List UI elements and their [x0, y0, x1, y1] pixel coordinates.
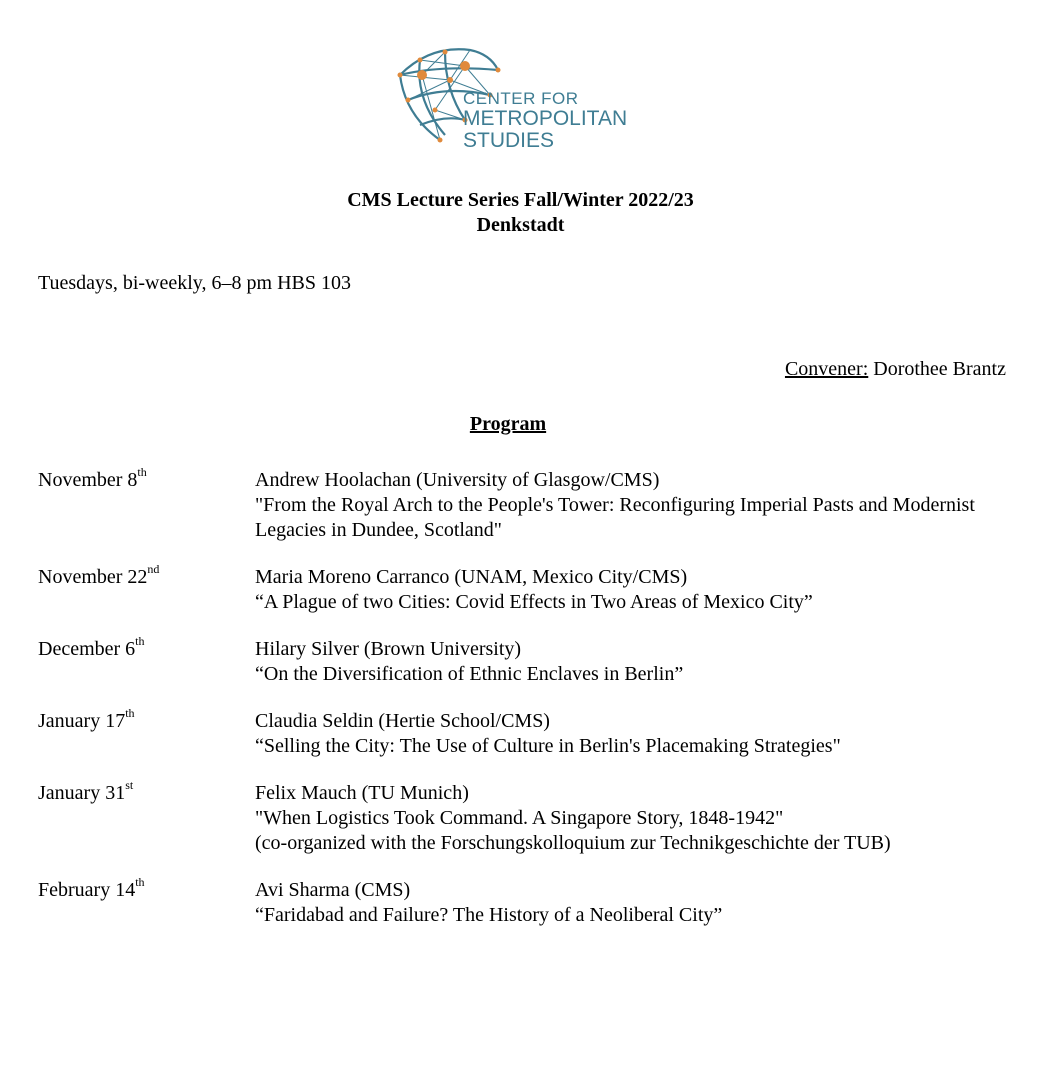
- document-title: [0, 188, 1041, 238]
- event-date: November 8th: [38, 465, 147, 491]
- event-date: January 31st: [38, 778, 134, 804]
- event-title: “A Plague of two Cities: Covid Effects in Two Areas of Mexico City”: [255, 591, 813, 613]
- event-speaker: Andrew Hoolachan (University of Glasgow/CMS): [255, 469, 660, 491]
- event-item: [38, 778, 998, 856]
- event-speaker: Felix Mauch (TU Munich): [255, 782, 469, 804]
- program-heading: Program: [469, 413, 547, 435]
- convener-label: Convener:: [784, 358, 869, 380]
- event-item: [38, 706, 998, 759]
- convener-line: [785, 358, 1006, 381]
- event-title: "When Logistics Took Command. A Singapore Story, 1848-1942": [255, 807, 784, 829]
- convener-name: Dorothee Brantz: [868, 358, 1006, 380]
- event-date: January 17th: [38, 706, 135, 732]
- event-date: February 14th: [38, 875, 145, 901]
- event-details: [255, 709, 998, 759]
- event-item: [38, 465, 998, 543]
- event-speaker: Hilary Silver (Brown University): [255, 638, 522, 660]
- event-note: (co-organized with the Forschungskolloquium zur Technikgeschichte der TUB): [255, 832, 891, 854]
- cms-logo: [390, 40, 630, 165]
- event-title: "From the Royal Arch to the People's Tower: Reconfiguring Imperial Pasts and Modernist Legacies in Dundee, Scotland": [255, 494, 975, 541]
- title-line-series: CMS Lecture Series Fall/Winter 2022/23: [347, 189, 694, 211]
- logo-line-metropolitan: METROPOLITAN: [463, 107, 628, 130]
- event-item: [38, 634, 998, 687]
- event-speaker: Claudia Seldin (Hertie School/CMS): [255, 710, 550, 732]
- event-date: November 22nd: [38, 562, 160, 588]
- event-title: “On the Diversification of Ethnic Enclaves in Berlin”: [255, 663, 684, 685]
- event-title: “Faridabad and Failure? The History of a Neoliberal City”: [255, 904, 723, 926]
- logo-line-center-for: CENTER FOR: [463, 89, 579, 108]
- event-list: [38, 465, 998, 950]
- event-details: [255, 637, 998, 687]
- event-item: [38, 562, 998, 615]
- event-speaker: Maria Moreno Carranco (UNAM, Mexico City/CMS): [255, 566, 688, 588]
- event-date: December 6th: [38, 634, 145, 660]
- event-details: [255, 468, 998, 543]
- event-item: [38, 875, 998, 928]
- event-title: “Selling the City: The Use of Culture in Berlin's Placemaking Strategies": [255, 735, 841, 757]
- logo-line-studies: STUDIES: [463, 129, 555, 152]
- schedule-info: Tuesdays, bi-weekly, 6–8 pm HBS 103: [38, 272, 351, 294]
- event-details: [255, 878, 998, 928]
- event-details: [255, 565, 998, 615]
- logo-wordmark: [463, 90, 627, 151]
- event-details: [255, 781, 998, 856]
- event-speaker: Avi Sharma (CMS): [255, 879, 411, 901]
- title-line-subtitle: Denkstadt: [476, 214, 565, 236]
